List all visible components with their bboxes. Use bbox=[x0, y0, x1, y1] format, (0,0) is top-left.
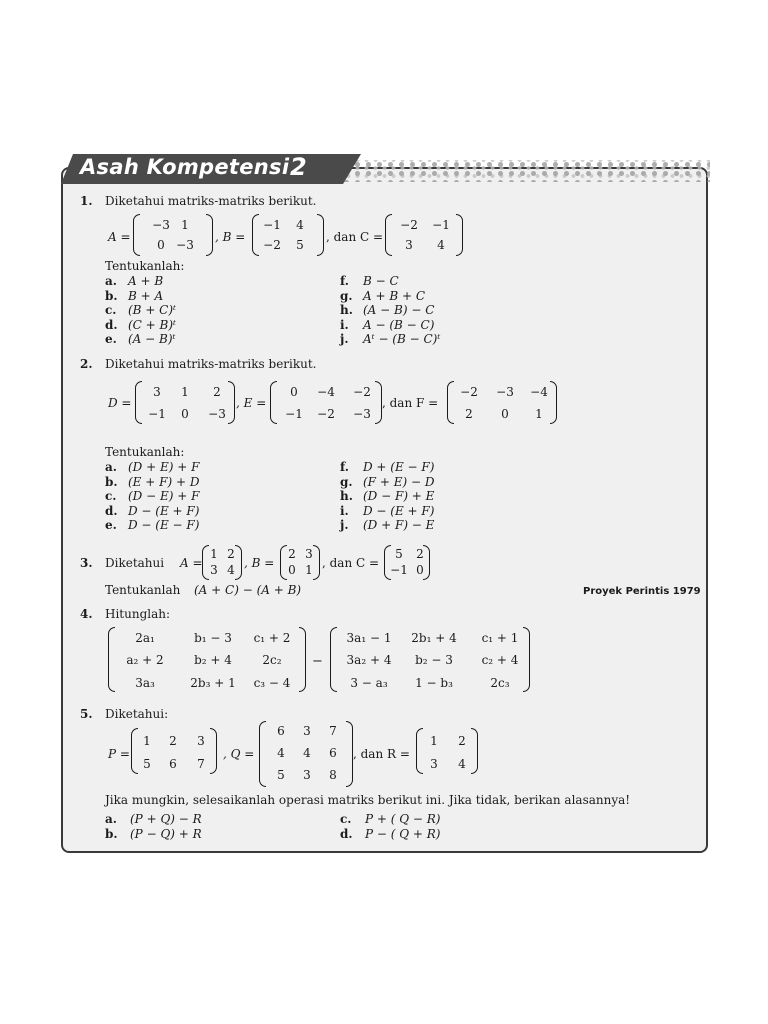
matrix-cell: c₁ + 2 bbox=[253, 631, 291, 645]
q4-number: 4. bbox=[80, 607, 93, 621]
q5-item-a-text: (P + Q) − R bbox=[130, 812, 202, 826]
item-label: f. bbox=[340, 460, 349, 474]
matrix-left-bracket bbox=[259, 721, 266, 787]
matrix-left-bracket bbox=[133, 214, 140, 256]
matrix-left-bracket bbox=[135, 381, 142, 424]
matrix-cell: 2a₁ bbox=[135, 631, 155, 645]
q2-intro: Diketahui matriks-matriks berikut. bbox=[105, 357, 317, 371]
q5-item-a-label: a. bbox=[105, 812, 117, 826]
q2-number: 2. bbox=[80, 357, 93, 371]
matrix-cell: −1 bbox=[148, 407, 166, 421]
q5-item-c-text: P + ( Q − R) bbox=[365, 812, 441, 826]
matrix-cell: 2c₂ bbox=[262, 653, 282, 667]
matrix-left-bracket bbox=[108, 627, 115, 692]
matrix-cell: 3 bbox=[305, 547, 313, 561]
item-expression: B − C bbox=[363, 274, 399, 288]
q3-intro: Diketahui bbox=[105, 556, 165, 570]
matrix-cell: 3a₁ − 1 bbox=[346, 631, 392, 645]
q4-minus-operator: − bbox=[312, 654, 323, 669]
matrix-cell: 3 bbox=[430, 757, 438, 771]
item-label: c. bbox=[105, 303, 117, 317]
matrix-cell: 3 bbox=[153, 385, 161, 399]
q3-task-label: Tentukanlah bbox=[105, 583, 181, 597]
matrix-cell: −3 bbox=[176, 238, 194, 252]
matrix-cell: 7 bbox=[329, 724, 337, 738]
q4-intro: Hitunglah: bbox=[105, 607, 171, 621]
matrix-cell: 2 bbox=[465, 407, 473, 421]
matrix-right-bracket bbox=[228, 381, 235, 424]
matrix-cell: 2b₁ + 4 bbox=[411, 631, 457, 645]
matrix-cell: −2 bbox=[317, 407, 335, 421]
item-label: d. bbox=[105, 503, 118, 518]
matrix-left-bracket bbox=[385, 214, 392, 256]
item-label: b. bbox=[105, 288, 118, 303]
matrix-cell: 1 bbox=[181, 218, 189, 232]
matrix-cell: 0 bbox=[181, 407, 189, 421]
matrix-cell: 4 bbox=[437, 238, 445, 252]
matrix-cell: −1 bbox=[285, 407, 303, 421]
q5-R-label: , dan R = bbox=[353, 747, 410, 761]
matrix-cell: 2 bbox=[288, 547, 296, 561]
q1-task: Tentukanlah: bbox=[105, 259, 185, 273]
matrix-B bbox=[252, 214, 324, 256]
item-expression: (E + F) + D bbox=[128, 474, 200, 489]
matrix-left-bracket bbox=[252, 214, 259, 256]
matrix-C-q3 bbox=[384, 545, 430, 580]
q5-item-d-label: d. bbox=[340, 827, 353, 841]
item-expression: D + (E − F) bbox=[363, 460, 435, 474]
item-label: i. bbox=[340, 317, 349, 332]
matrix-cell: 2c₃ bbox=[490, 676, 510, 690]
item-label: c. bbox=[105, 489, 117, 503]
matrix-cell: 1 bbox=[430, 734, 438, 748]
item-expression: (F + E) − D bbox=[363, 474, 435, 489]
q5-item-b-text: (P − Q) + R bbox=[130, 827, 202, 841]
matrix-right-bracket bbox=[523, 627, 530, 692]
item-expression: (C + B)ᵗ bbox=[128, 317, 177, 332]
matrix-right-bracket bbox=[317, 214, 324, 256]
q1-B-label: , B = bbox=[215, 230, 246, 244]
item-expression: (A − B) − C bbox=[363, 303, 435, 317]
matrix-cell: 3 bbox=[303, 768, 311, 782]
matrix-cell: −3 bbox=[353, 407, 371, 421]
matrix-cell: b₁ − 3 bbox=[194, 631, 232, 645]
matrix-cell: c₁ + 1 bbox=[481, 631, 519, 645]
matrix-cell: −4 bbox=[530, 385, 548, 399]
matrix-cell: 1 bbox=[181, 385, 189, 399]
q5-P-label: P = bbox=[108, 747, 130, 761]
matrix-cell: 3 bbox=[197, 734, 205, 748]
matrix-cell: 6 bbox=[169, 757, 177, 771]
item-expression: (D + E) + F bbox=[128, 460, 200, 474]
q5-item-d-text: P − ( Q + R) bbox=[365, 827, 441, 841]
q1-number: 1. bbox=[80, 194, 93, 208]
matrix-left-bracket bbox=[202, 545, 209, 580]
matrix-cell: 2 bbox=[227, 547, 235, 561]
item-label: g. bbox=[340, 474, 353, 489]
item-label: a. bbox=[105, 460, 117, 474]
matrix-cell: 5 bbox=[143, 757, 151, 771]
matrix-cell: −1 bbox=[432, 218, 450, 232]
matrix-cell: 0 bbox=[157, 238, 165, 252]
q1-C-label: , dan C = bbox=[326, 230, 384, 244]
q5-instruction: Jika mungkin, selesaikanlah operasi matriks berikut ini. Jika tidak, berikan alasannya! bbox=[105, 793, 631, 807]
matrix-cell: 2b₃ + 1 bbox=[190, 676, 236, 690]
matrix-cell: 3a₂ + 4 bbox=[346, 653, 392, 667]
matrix-E bbox=[270, 381, 382, 424]
matrix-right-bracket bbox=[375, 381, 382, 424]
matrix-left-bracket bbox=[330, 627, 337, 692]
q5-Q-label: , Q = bbox=[223, 747, 255, 761]
matrix-cell: a₂ + 2 bbox=[126, 653, 164, 667]
matrix-cell: 3 bbox=[303, 724, 311, 738]
item-label: h. bbox=[340, 303, 353, 317]
matrix-cell: 4 bbox=[277, 746, 285, 760]
matrix-left-bracket bbox=[280, 545, 287, 580]
q2-D-label: D = bbox=[108, 396, 132, 410]
matrix-cell: 7 bbox=[197, 757, 205, 771]
matrix-cell: −3 bbox=[208, 407, 226, 421]
item-expression: A − (B − C) bbox=[363, 317, 435, 332]
item-expression: A + B bbox=[128, 274, 164, 288]
matrix-cell: 6 bbox=[329, 746, 337, 760]
matrix-cell: 2 bbox=[458, 734, 466, 748]
matrix-cell: b₂ − 3 bbox=[415, 653, 453, 667]
item-expression: B + A bbox=[128, 288, 164, 303]
matrix-cell: 8 bbox=[329, 768, 337, 782]
item-label: e. bbox=[105, 332, 117, 346]
matrix-cell: 1 bbox=[535, 407, 543, 421]
matrix-Q bbox=[259, 721, 353, 787]
item-expression: (D − F) + E bbox=[363, 489, 435, 503]
matrix-M1 bbox=[108, 627, 306, 692]
matrix-R bbox=[416, 728, 478, 774]
q5-number: 5. bbox=[80, 707, 93, 721]
item-label: j. bbox=[340, 518, 349, 532]
item-expression: D − (E + F) bbox=[128, 503, 200, 518]
matrix-right-bracket bbox=[550, 381, 557, 424]
matrix-D bbox=[135, 381, 235, 424]
item-label: e. bbox=[105, 518, 117, 532]
q3-B-label: , B = bbox=[244, 556, 275, 570]
q2-task: Tentukanlah: bbox=[105, 445, 185, 459]
matrix-left-bracket bbox=[416, 728, 423, 774]
q3-A-label: A = bbox=[180, 556, 203, 570]
matrix-left-bracket bbox=[270, 381, 277, 424]
matrix-cell: 5 bbox=[395, 547, 403, 561]
item-expression: (D − E) + F bbox=[128, 489, 200, 503]
matrix-cell: 3 bbox=[405, 238, 413, 252]
matrix-cell: 4 bbox=[458, 757, 466, 771]
matrix-cell: 3a₃ bbox=[135, 676, 155, 690]
matrix-cell: −2 bbox=[263, 238, 281, 252]
matrix-cell: 0 bbox=[416, 563, 424, 577]
q1-intro: Diketahui matriks-matriks berikut. bbox=[105, 194, 317, 208]
matrix-cell: 0 bbox=[290, 385, 298, 399]
matrix-cell: b₂ + 4 bbox=[194, 653, 232, 667]
q3-C-label: , dan C = bbox=[322, 556, 380, 570]
dotted-header-decoration bbox=[330, 160, 710, 182]
item-label: i. bbox=[340, 503, 349, 518]
matrix-cell: 4 bbox=[296, 218, 304, 232]
matrix-right-bracket bbox=[235, 545, 242, 580]
matrix-cell: −3 bbox=[152, 218, 170, 232]
item-expression: Aᵗ − (B − C)ᵗ bbox=[363, 332, 441, 346]
matrix-right-bracket bbox=[456, 214, 463, 256]
q5-intro: Diketahui: bbox=[105, 707, 169, 721]
matrix-cell: −2 bbox=[400, 218, 418, 232]
matrix-right-bracket bbox=[299, 627, 306, 692]
matrix-cell: 2 bbox=[213, 385, 221, 399]
matrix-cell: 3 − a₃ bbox=[350, 676, 388, 690]
q2-F-label: , dan F = bbox=[382, 396, 439, 410]
item-label: j. bbox=[340, 332, 349, 346]
item-expression: (A − B)ᵗ bbox=[128, 332, 176, 346]
matrix-cell: 0 bbox=[288, 563, 296, 577]
matrix-right-bracket bbox=[313, 545, 320, 580]
item-expression: A + B + C bbox=[363, 288, 426, 303]
item-label: d. bbox=[105, 317, 118, 332]
matrix-cell: 3 bbox=[210, 563, 218, 577]
item-expression: (D + F) − E bbox=[363, 518, 435, 532]
q5-item-c-label: c. bbox=[340, 812, 352, 826]
matrix-cell: 1 bbox=[210, 547, 218, 561]
matrix-cell: 1 bbox=[143, 734, 151, 748]
matrix-cell: −1 bbox=[263, 218, 281, 232]
matrix-cell: 1 − b₃ bbox=[415, 676, 453, 690]
q3-number: 3. bbox=[80, 556, 93, 570]
matrix-cell: −4 bbox=[317, 385, 335, 399]
matrix-B-q3 bbox=[280, 545, 320, 580]
matrix-left-bracket bbox=[447, 381, 454, 424]
matrix-cell: −1 bbox=[390, 563, 408, 577]
matrix-M2 bbox=[330, 627, 530, 692]
q1-A-label: A = bbox=[108, 230, 131, 244]
matrix-right-bracket bbox=[346, 721, 353, 787]
item-label: g. bbox=[340, 288, 353, 303]
matrix-cell: c₂ + 4 bbox=[481, 653, 519, 667]
item-label: h. bbox=[340, 489, 353, 503]
matrix-cell: 2 bbox=[169, 734, 177, 748]
header-title: Asah Kompetensi bbox=[80, 155, 290, 179]
matrix-right-bracket bbox=[423, 545, 430, 580]
item-expression: (B + C)ᵗ bbox=[128, 303, 177, 317]
q3-task-expr: (A + C) − (A + B) bbox=[194, 583, 302, 597]
item-expression: D − (E + F) bbox=[363, 503, 435, 518]
matrix-F bbox=[447, 381, 557, 424]
matrix-A bbox=[133, 214, 213, 256]
matrix-cell: −2 bbox=[353, 385, 371, 399]
matrix-cell: 1 bbox=[305, 563, 313, 577]
matrix-right-bracket bbox=[210, 728, 217, 774]
matrix-right-bracket bbox=[471, 728, 478, 774]
q5-item-b-label: b. bbox=[105, 827, 118, 841]
q3-source-note: Proyek Perintis 1979 bbox=[583, 586, 701, 597]
matrix-cell: c₃ − 4 bbox=[253, 676, 291, 690]
q2-E-label: , E = bbox=[236, 396, 267, 410]
item-label: a. bbox=[105, 274, 117, 288]
matrix-cell: 5 bbox=[296, 238, 304, 252]
matrix-cell: −2 bbox=[460, 385, 478, 399]
matrix-P bbox=[131, 728, 217, 774]
header-number: 2 bbox=[290, 153, 307, 181]
matrix-cell: 2 bbox=[416, 547, 424, 561]
matrix-cell: 6 bbox=[277, 724, 285, 738]
matrix-cell: 4 bbox=[303, 746, 311, 760]
matrix-cell: −3 bbox=[496, 385, 514, 399]
item-expression: D − (E − F) bbox=[128, 518, 200, 532]
item-label: b. bbox=[105, 474, 118, 489]
matrix-cell: 0 bbox=[501, 407, 509, 421]
matrix-cell: 5 bbox=[277, 768, 285, 782]
item-label: f. bbox=[340, 274, 349, 288]
matrix-C bbox=[385, 214, 463, 256]
matrix-A-q3 bbox=[202, 545, 242, 580]
matrix-left-bracket bbox=[131, 728, 138, 774]
matrix-right-bracket bbox=[206, 214, 213, 256]
matrix-cell: 4 bbox=[227, 563, 235, 577]
